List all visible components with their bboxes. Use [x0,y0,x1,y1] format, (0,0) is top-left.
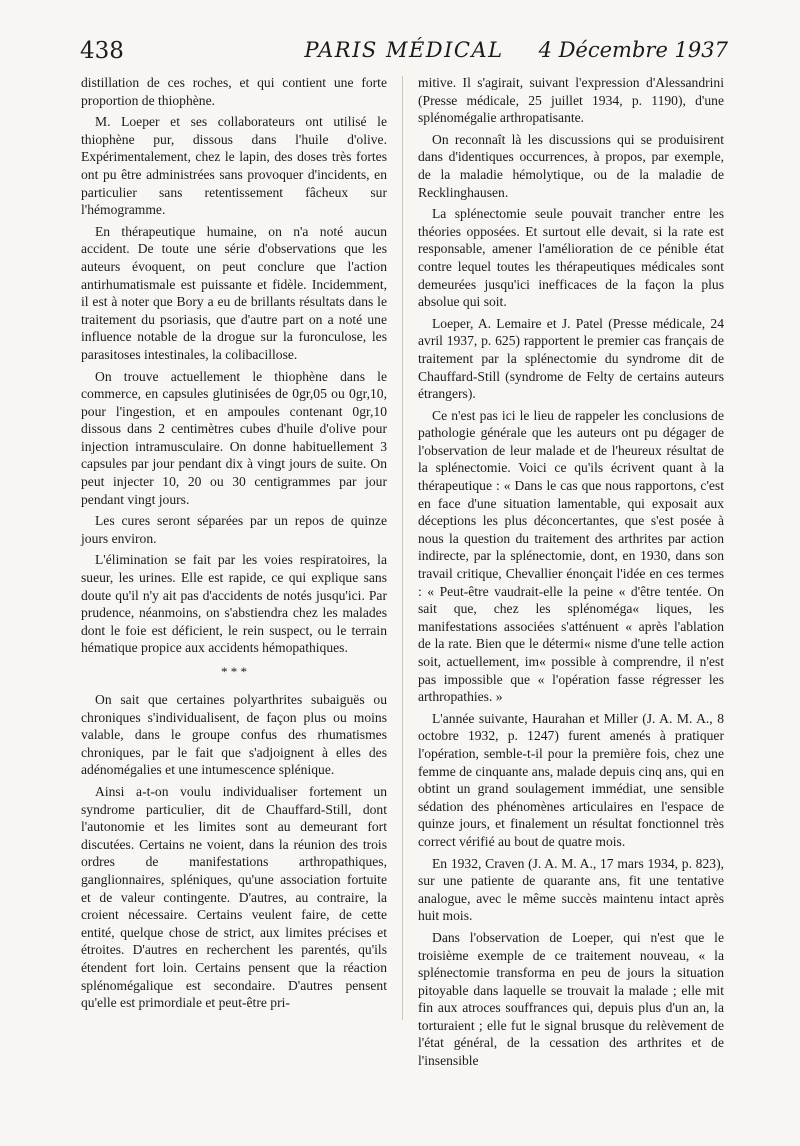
paragraph: On reconnaît là les discussions qui se produisirent dans d'identiques occurrences, à propos, par exemple, de la maladie hémolytique, ou de la maladie de Recklinghausen. [418,131,724,200]
page-number: 438 [80,38,124,64]
left-column [81,74,387,1016]
paragraph: L'année suivante, Haurahan et Miller (J. A. M. A., 8 octobre 1932, p. 1247) furent amenés à pratiquer l'opération, semble-t-il pour la première fois, chez une femme de cinquante ans, malade depuis cinq ans, qui en obtint un grand soulagement immédiat, une sensible sédation des phénomènes articulaires en l'espace de quinze jours, et finalement un résultat fonctionnel très correct vérifié au bout de quatre mois. [418,710,724,849]
paragraph: Dans l'observation de Loeper, qui n'est que le troisième exemple de ce traitement nouveau, « la splénectomie transforma en peu de jours la situation pitoyable dans laquelle se trouvait la malade ; elle mit fin aux atroces souffrances qui, depuis plus d'un an, la torturaient ; elle fut le signal brusque du relèvement de l'état général, de la cessation des arthrites et de l'insensible [418,929,724,1069]
paragraph: M. Loeper et ses collaborateurs ont utilisé le thiophène pur, dissous dans l'huile d'olive. Expérimentalement, chez le lapin, des doses très fortes ont pu être administrées sans provoquer d'incidents, en particulier sans retentissement fâcheux sur l'hémogramme. [81,114,387,218]
section-separator: * * * [221,664,247,679]
paragraph: Ainsi a-t-on voulu individualiser fortement un syndrome particulier, dit de Chauffard-Still, dont l'autonomie et les limites sont au demeurant fort discutées. Certains ne voient, dans la réunion des trois ordres de manifestations arthropathiques, ganglionnaires, spléniques, qu'une association fortuite et de valeur contingente. D'autres, au contraire, la croient nécessaire. Certains veulent faire, de cette entité, quelque chose de strict, aux limites précises et étroites. D'autres en recherchent les parentés, qu'ils étendent fort loin. Certains pensent que la réaction splénomégalique est secondaire. D'autres pensent qu'elle est primordiale et peut-être pri- [81,783,387,1011]
journal-title: PARIS MÉDICAL [304,38,504,62]
paragraph: La splénectomie seule pouvait trancher entre les théories opposées. Et surtout elle devait, si la rate est responsable, amener l'amélioration de ce pénible état contre lequel toutes les thérapeutiques médicales sont demeurées jusqu'ici inefficaces de la façon la plus absolue qui soit. [418,206,724,310]
page-header [80,38,728,72]
issue-date: 4 Décembre 1937 [538,38,728,62]
right-column [418,74,724,1074]
paragraph: On sait que certaines polyarthrites subaiguës ou chroniques s'individualisent, de façon plus ou moins valable, dans le groupe confus des rhumatismes chroniques, par le fait que s'adjoignent à elles des adénomégalies et une intumescence splénique. [81,692,387,778]
paragraph: On trouve actuellement le thiophène dans le commerce, en capsules glutinisées de 0gr,05 ou 0gr,10, pour l'ingestion, et en ampoules contenant 0gr,10 dissous dans 2 centimètres cubes d'huile d'olive pour injection intramusculaire. On donne habituellement 3 capsules par jour pendant dix à vingt jours de suite. On peut injecter 10, 20 ou 30 centigrammes par jour pendant vingt jours. [81,368,387,507]
paragraph: Les cures seront séparées par un repos de quinze jours environ. [81,513,387,546]
paragraph: mitive. Il s'agirait, suivant l'expression d'Alessandrini (Presse médicale, 25 juillet 1934, p. 1190), d'une splénomégalie arthropatisante. [418,75,724,126]
paragraph: Ce n'est pas ici le lieu de rappeler les conclusions de pathologie générale que les auteurs ont pu dégager de l'observation de leur malade et de l'heureux résultat de la splénectomie. Voici ce qu'ils écrivent quant à la thérapeutique : « Dans le cas que nous rapportons, c'est en face d'une situation lamentable, qui exposait aux déceptions les plus déconcertantes, que s'est posée à nous la question du traitement des arthrites par action indirecte, par la splénectomie, dont, en 1930, dans son travail critique, Chevallier énonçait l'idée en ces termes : « Peut-être vaudrait-elle la peine « d'être tentée. On sait que, chez les splénoméga« liques, les manifestations associées s'atténuent « après l'ablation de la rate. Bien que le détermi« nisme d'une telle action soit, actuellement, im« possible à comprendre, il n'est pas impossible que « l'opération fasse régresser les arthropathies. » [418,407,724,705]
paragraph: En thérapeutique humaine, on n'a noté aucun accident. De toute une série d'observations que les auteurs évoquent, on peut conclure que l'action antirhumatismale est puissante et fidèle. Incidemment, il est à noter que Bory a eu de brillants résultats dans le traitement du psoriasis, que d'autre part on a noté une influence notable de la drogue sur la furonculose, les parasitoses intestinales, la colibacillose. [81,223,387,362]
paragraph: L'élimination se fait par les voies respiratoires, la sueur, les urines. Elle est rapide, ce qui explique sans doute qu'il n'y ait pas d'accidents de notés jusqu'ici. Par prudence, néanmoins, on s'abstiendra chez les malades dont le foie est déficient, le rein suspect, ou le terrain hématique propice aux accidents hémopathiques. [81,552,387,656]
paragraph: En 1932, Craven (J. A. M. A., 17 mars 1934, p. 823), sur une patiente de quarante ans, fit une tentative analogue, avec le même succès maintenu intact après huit mois. [418,855,724,924]
paragraph: distillation de ces roches, et qui contient une forte proportion de thiophène. [81,75,387,108]
column-divider [402,76,403,1020]
paragraph: Loeper, A. Lemaire et J. Patel (Presse médicale, 24 avril 1937, p. 625) rapportent le premier cas français de traitement par la splénectomie du syndrome dit de Chauffard-Still (syndrome de Felty de certains auteurs étrangers). [418,315,724,402]
